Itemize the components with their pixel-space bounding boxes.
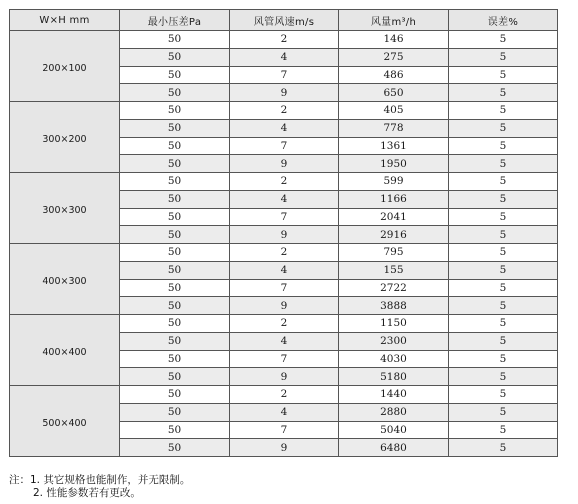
error-cell: 5 <box>449 279 558 297</box>
table-row <box>10 173 558 191</box>
header-air-volume: 风量m³/h <box>339 10 449 31</box>
pressure-cell: 50 <box>120 421 230 439</box>
volume-cell: 650 <box>339 84 449 102</box>
pressure-cell: 50 <box>120 279 230 297</box>
volume-cell: 599 <box>339 173 449 191</box>
error-cell: 5 <box>449 403 558 421</box>
pressure-cell: 50 <box>120 48 230 66</box>
error-cell: 5 <box>449 31 558 49</box>
error-cell: 5 <box>449 332 558 350</box>
speed-cell: 9 <box>230 84 339 102</box>
error-cell: 5 <box>449 173 558 191</box>
pressure-cell: 50 <box>120 155 230 173</box>
table-row <box>10 244 558 262</box>
error-cell: 5 <box>449 244 558 262</box>
volume-cell: 5180 <box>339 368 449 386</box>
speed-cell: 4 <box>230 119 339 137</box>
error-cell: 5 <box>449 190 558 208</box>
note-line-1: 注：1. 其它规格也能制作，并无限制。 <box>9 474 191 486</box>
speed-cell: 4 <box>230 48 339 66</box>
table-row <box>10 102 558 120</box>
pressure-cell: 50 <box>120 368 230 386</box>
note-line-2: 2. 性能参数若有更改。 <box>33 487 141 499</box>
speed-cell: 2 <box>230 31 339 49</box>
size-cell: 500×400 <box>10 386 120 457</box>
speed-cell: 9 <box>230 439 339 457</box>
header-air-speed: 风管风速m/s <box>230 10 339 31</box>
pressure-cell: 50 <box>120 173 230 191</box>
pressure-cell: 50 <box>120 208 230 226</box>
speed-cell: 9 <box>230 368 339 386</box>
volume-cell: 2722 <box>339 279 449 297</box>
volume-cell: 6480 <box>339 439 449 457</box>
volume-cell: 146 <box>339 31 449 49</box>
pressure-cell: 50 <box>120 102 230 120</box>
header-size: W×H mm <box>10 10 120 31</box>
pressure-cell: 50 <box>120 31 230 49</box>
table-row <box>10 315 558 333</box>
size-cell: 200×100 <box>10 31 120 102</box>
speed-cell: 9 <box>230 297 339 315</box>
volume-cell: 778 <box>339 119 449 137</box>
size-cell: 300×300 <box>10 173 120 244</box>
pressure-cell: 50 <box>120 439 230 457</box>
error-cell: 5 <box>449 102 558 120</box>
speed-cell: 4 <box>230 332 339 350</box>
volume-cell: 1150 <box>339 315 449 333</box>
table-row <box>10 386 558 404</box>
speed-cell: 7 <box>230 137 339 155</box>
speed-cell: 2 <box>230 315 339 333</box>
pressure-cell: 50 <box>120 315 230 333</box>
pressure-cell: 50 <box>120 226 230 244</box>
pressure-cell: 50 <box>120 137 230 155</box>
volume-cell: 1440 <box>339 386 449 404</box>
pressure-cell: 50 <box>120 190 230 208</box>
volume-cell: 405 <box>339 102 449 120</box>
pressure-cell: 50 <box>120 84 230 102</box>
volume-cell: 2041 <box>339 208 449 226</box>
speed-cell: 2 <box>230 386 339 404</box>
header-min-pressure: 最小压差Pa <box>120 10 230 31</box>
volume-cell: 2916 <box>339 226 449 244</box>
speed-cell: 2 <box>230 102 339 120</box>
error-cell: 5 <box>449 386 558 404</box>
error-cell: 5 <box>449 48 558 66</box>
volume-cell: 2300 <box>339 332 449 350</box>
pressure-cell: 50 <box>120 244 230 262</box>
speed-cell: 7 <box>230 421 339 439</box>
error-cell: 5 <box>449 421 558 439</box>
speed-cell: 7 <box>230 66 339 84</box>
table-row <box>10 31 558 49</box>
speed-cell: 4 <box>230 190 339 208</box>
volume-cell: 795 <box>339 244 449 262</box>
error-cell: 5 <box>449 119 558 137</box>
volume-cell: 1166 <box>339 190 449 208</box>
speed-cell: 7 <box>230 350 339 368</box>
volume-cell: 5040 <box>339 421 449 439</box>
volume-cell: 3888 <box>339 297 449 315</box>
volume-cell: 1361 <box>339 137 449 155</box>
error-cell: 5 <box>449 297 558 315</box>
pressure-cell: 50 <box>120 297 230 315</box>
error-cell: 5 <box>449 208 558 226</box>
header-error: 误差% <box>449 10 558 31</box>
error-cell: 5 <box>449 261 558 279</box>
error-cell: 5 <box>449 66 558 84</box>
table-header-row <box>10 10 558 31</box>
pressure-cell: 50 <box>120 66 230 84</box>
size-cell: 400×300 <box>10 244 120 315</box>
volume-cell: 155 <box>339 261 449 279</box>
error-cell: 5 <box>449 368 558 386</box>
volume-cell: 275 <box>339 48 449 66</box>
volume-cell: 1950 <box>339 155 449 173</box>
error-cell: 5 <box>449 315 558 333</box>
error-cell: 5 <box>449 350 558 368</box>
pressure-cell: 50 <box>120 332 230 350</box>
notes <box>9 474 190 500</box>
size-cell: 300×200 <box>10 102 120 173</box>
error-cell: 5 <box>449 226 558 244</box>
size-cell: 400×400 <box>10 315 120 386</box>
speed-cell: 7 <box>230 279 339 297</box>
error-cell: 5 <box>449 137 558 155</box>
volume-cell: 2880 <box>339 403 449 421</box>
pressure-cell: 50 <box>120 261 230 279</box>
spec-table <box>9 9 558 457</box>
speed-cell: 7 <box>230 208 339 226</box>
table-body <box>10 31 558 457</box>
pressure-cell: 50 <box>120 386 230 404</box>
speed-cell: 2 <box>230 244 339 262</box>
error-cell: 5 <box>449 439 558 457</box>
speed-cell: 9 <box>230 226 339 244</box>
speed-cell: 9 <box>230 155 339 173</box>
error-cell: 5 <box>449 84 558 102</box>
error-cell: 5 <box>449 155 558 173</box>
speed-cell: 2 <box>230 173 339 191</box>
volume-cell: 4030 <box>339 350 449 368</box>
speed-cell: 4 <box>230 403 339 421</box>
pressure-cell: 50 <box>120 403 230 421</box>
spec-table-container <box>9 9 558 457</box>
pressure-cell: 50 <box>120 350 230 368</box>
volume-cell: 486 <box>339 66 449 84</box>
pressure-cell: 50 <box>120 119 230 137</box>
speed-cell: 4 <box>230 261 339 279</box>
